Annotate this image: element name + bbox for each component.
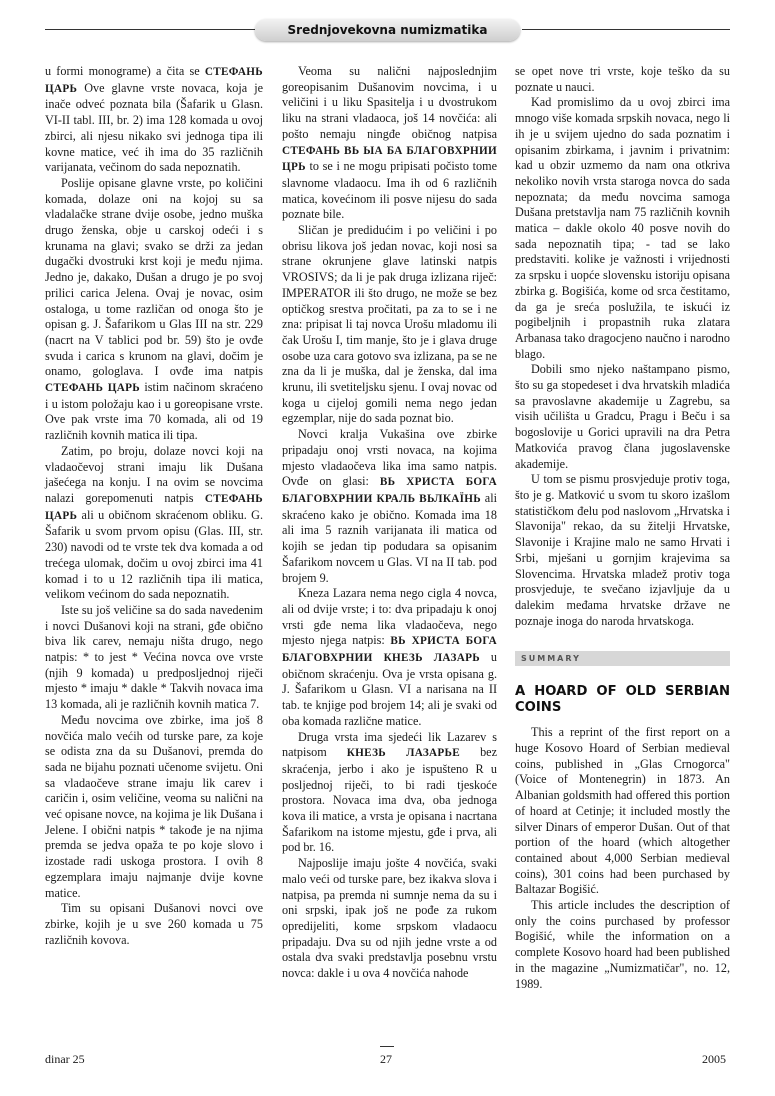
summary-paragraph: This a reprint of the first report on a huge Kosovo Hoard of Serbian medieval coins, published in „Glas Crnogorca" (Voice of Montenegrin) in 1873. An Albanian goldsmith had offered this portion of hoard at Cetinje; it included mostly the silver Dinars of emperor Dušan. Out of that portion of the hoard (which altogether contained about 4,000 Serbian medieval coins), 301 coins had been purchased by Baltazar Bogišić. — [515, 725, 730, 897]
text-run: bez skraćenja, jerbo i ako je ispušteno R u posljednoj riječi, to bi radi tjeskoće prostora. Novaca ima dva, oba jednoga kova ili matice, a vrsta je opisana i nacrtana Šafarikom na istome mjestu, gđe i prva, ali pod br. 16. — [282, 745, 497, 855]
text-run: Iste su još veličine sa do sada navedenim i novci Dušanovi koji na strani, gđe obično biva lik carev, nemaju ništa drugo, nego natpis: * to jest * Većina novca ove vrste (njih 9 komada) u predposljednoj riječi mjesto * imaju * dakle * Takvih novaca ima 13 komada, ali je različnih kovnih matica 7. — [45, 602, 263, 712]
header-rule-right — [522, 29, 730, 30]
summary-label: SUMMARY — [521, 653, 581, 663]
paragraph — [45, 176, 263, 444]
paragraph — [515, 64, 730, 95]
cyrillic-inscription: ВЬ ХРИСТА БОГА БЛАГОВХРНИИ КНЕЗЬ ЛАЗАРЬ — [282, 635, 497, 665]
summary-paragraph: This article includes the description of only the coins purchased by professor Bogišić, while the information on a complete Kosovo hoard had been published in the magazine „Numizmatičar", no. 12, 1989. — [515, 898, 730, 991]
paragraph — [282, 427, 497, 586]
text-run: se opet nove tri vrste, koje teško da su poznate u nauci. — [515, 64, 730, 94]
text-column-1 — [45, 64, 263, 948]
paragraph — [45, 901, 263, 948]
text-run: Kneza Lazara nema nego cigla 4 novca, ali od dvije vrste; i to: dva pripadaju k onoj vrsti gđe nema lika vladaočeva, nego mjesto njega natpis: — [282, 586, 497, 648]
paragraph — [282, 64, 497, 223]
text-run: Veoma su nalični najposlednjim goreopisanim Dušanovim novcima, i u veličini i u liku Spasitelja i u dvostrukom liku na strani vladaoca, još 14 novčića: ali pošto nemaju ningđe običnog natpisa — [282, 64, 497, 141]
paragraph — [45, 713, 263, 901]
cyrillic-inscription: СТЕФАНЬ ЦАРЬ — [45, 492, 263, 522]
cyrillic-inscription: КНЕЗЬ ЛАЗАРЬЕ — [346, 747, 461, 760]
paragraph — [45, 444, 263, 603]
header-rule-left — [45, 29, 255, 30]
cyrillic-inscription: СТЕФАНЬ ВЬ ЫА БА БЛАГОВХРНИИ ЦРЬ — [282, 144, 497, 174]
column-3-body — [515, 64, 730, 629]
text-run: Ove glavne vrste novaca, koja je inače odveć poznata bila (Šafarik u Glasn. VI-II tabl. III, br. 2) ima 128 komada u ovoj zbirci, ali njesu nikako svi jednoga tipa ili kovne matice, već ih ima do 35 različnih varijanata, večinom do sada nepoznatih. — [45, 80, 263, 175]
text-run: u običnom skraćenju. Ova je vrsta opisana g. J. Šafarikom u Glasn. VI a narisana na II tab. te knjige pod brojem 14; ali je svaki od oba komada različne matice. — [282, 650, 497, 728]
page-number: 27 — [380, 1052, 392, 1066]
text-run: Zatim, po broju, dolaze novci koji na vladaočevoj strani imaju lik Dušana jašećega na konju. I na ovim se novcima nalazi gorepomenuti natpis — [45, 443, 263, 505]
footer-journal: dinar 25 — [45, 1052, 85, 1066]
paragraph — [45, 603, 263, 713]
paragraph — [282, 730, 497, 857]
text-run: Među novcima ove zbirke, ima još 8 novčića malo većih od turske pare, za koje se odista zna da su Dušanovi, premda do sada ne bijahu poznati učenome svijetu. Oni sa vladaočeve strane imaju lik carev i caričin i, osim veličine, veoma su nalični na već opisane novce, na kojima je lik Dušana i Jelene. I obični natpis * takođe je na njima premda se jedva opaža te po koje slovo i izostade radi uskoga prostora. I ovih 8 egzemplara imaju najmanje dvije kovne matice. — [45, 712, 263, 900]
text-column-3 — [515, 64, 730, 992]
text-run: Kad promislimo da u ovoj zbirci ima mnogo više komada srpskih novaca, nego li ih je u svijem ujedno do sada poznatim i opisanim zbirkama, i javnim i privatnim: kad u obzir uzmemo da nam ona otkriva nekoliko novih vrsta staroga novca do sada nepoznata; da među novcima samoga Dušana pretstavlja nam 75 različnih kovnih matica – dakle okolo 40 posve novih do sada nepoznatih tipa; - tad se lako predstaviti. kolike je važnosti i vrijednosti za srpsku i uopće slovensku istoriju opisana zbirka g. Bogišića, kome od srca čestitamo, da ga je sreća poslužila, te iskući iz pogibeljnih i propastnih ruka zlatara Arbanasa tako dragocjeno naučno i narodno blago. — [515, 95, 730, 361]
text-run: Sličan je predidućim i po veličini i po obrisu likova još jedan novac, koji nosi sa strane okrunjene glave latinski natpis VROSIVS; da li je pak druga izlizana riječ: IMPERATOR ili što drugo, ne može se bez optičkog srestva pročitati, pa za to se i ne zna: pripisat li taj novca Urošu mladomu ili čak Urošu I, tim manje, što je i glava druge osobe uza cara gotovo sva izlizana, pa se ne zna da li je muška, dal je ženska, dal ima krunu, ili svetiteljsku sjenu. I ovaj novac od koga u cijeloj gomili nema nego jedan egzemplar, nije do sada poznat bio. — [282, 223, 497, 426]
paragraph — [45, 64, 263, 176]
text-run: Tim su opisani Dušanovi novci ove zbirke, kojih je u sve 260 komada u 75 različnih kovova. — [45, 901, 263, 947]
text-run: Dobili smo njeko naštampano pismo, što su ga stopedeset i dva hrvatskih mladića sa pravoslavne akademije u Zagrebu, sa visih učilišta u Gradcu, Pragu i Beču i sa bogoslovije u Gorici upravili na dra Petra Matkovića pravog člana jugoslavenske akademije. — [515, 362, 730, 471]
paragraph — [282, 856, 497, 982]
paragraph — [282, 223, 497, 427]
text-run: Druga vrsta ima sjedeći lik Lazarev s natpisom — [282, 729, 497, 760]
summary-title: A HOARD OF OLD SERBIAN COINS — [515, 684, 730, 716]
text-run: U tom se pismu prosvjeduje protiv toga, što je g. Matković u svom tu skoro izašlom statističkom đelu pod naslovom „Hrvatska i Slavonija" rekao, da su žitelji Hrvatske, Slavonije i Krajine malo ne samo Hrvati i Srbi, mješani u gornjim krajevima sa Slovencima. Hrvatska mladež protiv toga prosvjeduje, te svečano izjavljuje da u dalekim međama hrvatske države ne poznaje inoga do naroda hrvatskoga. — [515, 472, 730, 628]
text-run: Najposlije imaju jošte 4 novčića, svaki malo veći od turske pare, bez ikakva slova i natpisa, pa premda ni sumnje nema da su i oni srpski, ipak još ne pođe za rukom opredijeliti, kome srpskom vladaocu pripadaju. Dva su od njih jedne vrste a od ostala dva svaki predstavlja posebnu vrstu novca: dakle i u ova 4 novčića nahode — [282, 856, 497, 981]
text-run: Novci kralja Vukašina ove zbirke pripadaju onoj vrsti novaca, na kojima mjesto vladaočeva lika ima samo natpis. Ovđe on glasi: — [282, 427, 497, 489]
text-run: ali u običnom skraćenom obliku. G. Šafarik u svom prvom opisu (Glas. III, str. 230) navodi od te vrste tek dva komada a od trećega ulomak, dočim u ovoj zbirci ima 41 komad i to u 12 različnih tipa ili matica, velikom većinom do sada nepoznatih. — [45, 507, 263, 602]
page-number-rule — [380, 1046, 394, 1047]
cyrillic-inscription: СТЕФАНЬ ЦАРЬ — [45, 66, 263, 95]
text-run: u formi monograme) a čita se — [45, 64, 205, 78]
text-run: istim načinom skraćeno i u istom položaju kao i u goreopisane vrste. Ove pak vrste ima 70 komada, ali od 19 različnih kovnih matica ili tipa. — [45, 380, 263, 443]
footer-year: 2005 — [702, 1052, 726, 1066]
running-header — [255, 19, 520, 41]
cyrillic-inscription: ВЬ ХРИСТА БОГА БЛАГОВХРНИИ КРАЛЬ ВЬЛКАЇНЬ — [282, 476, 497, 505]
summary-label-bar — [515, 651, 730, 666]
running-header-title: Srednjovekovna numizmatika — [287, 23, 488, 37]
text-run: Poslije opisane glavne vrste, po količini komada, dolaze oni na kojoj su sa vladalačke strane dvije osobe, jedno muška drugo ženska, obje u carskoj odeći i s krunama na glavi; svako se drži za jedan dugački dvostruki krst koji je među njima. Jedno je, dakako, Dušan a drugo je po svoj prilici carica Jelena. Ovaj je novac, osim ostaloga, u tome različan od onoga što je opisan g. J. Šafarikom u Glas III na str. 229 (nacrt na V tablici pod br. 59) što je ovđe svuda i carica s krunom na glavi, dočim je onamo, gologlava. I ovđe ima natpis — [45, 175, 263, 379]
cyrillic-inscription: СТЕФАНЬ ЦАРЬ — [45, 382, 140, 395]
paragraph — [282, 586, 497, 729]
paragraph — [515, 95, 730, 362]
text-run: ali skraćeno kako je obično. Komada ima 18 ali ima 5 raznih varijanata ili matica od kojih se jedan tip podudara sa opisanim Šafarikom novcem u Glas. VI na II tab. pod brojem 9. — [282, 490, 497, 585]
text-run: to se i ne mogu pripisati počisto tome slavnome vladaocu. Ima ih od 6 različnih matica, kovećinom ili posve nijesu do sada poznate bile. — [282, 159, 497, 222]
paragraph — [515, 362, 730, 472]
text-column-2 — [282, 64, 497, 982]
paragraph — [515, 472, 730, 629]
